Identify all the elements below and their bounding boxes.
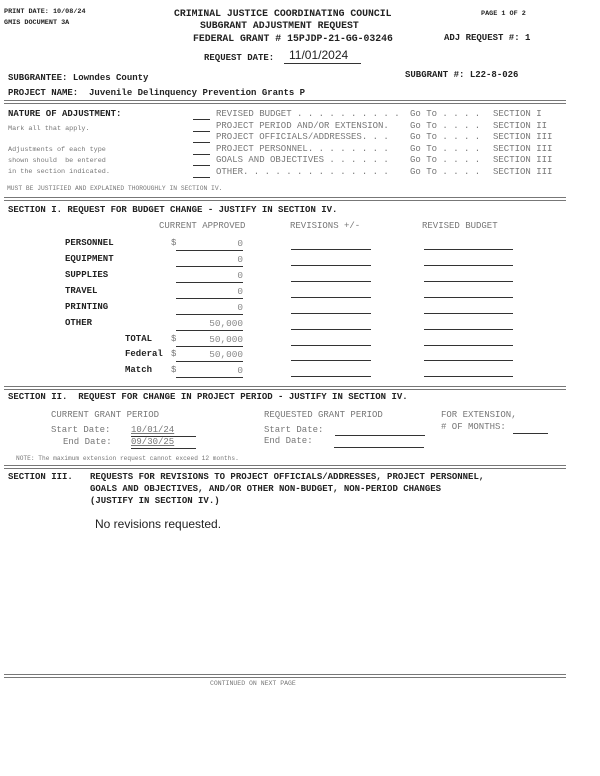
requested-start-date-field[interactable] [335,435,425,436]
project-name-value: Juvenile Delinquency Prevention Grants P [89,88,306,98]
federal-grant [193,34,393,44]
current-approved-value[interactable]: 0 [237,286,243,297]
current-approved-value[interactable]: 50,000 [209,318,243,329]
budget-row-label: TRAVEL [65,286,98,296]
revisions-field[interactable] [291,376,371,377]
revised-budget-field[interactable] [424,265,513,266]
agency-name: CRIMINAL JUSTICE COORDINATING COUNCIL [174,8,392,19]
col-current-approved: CURRENT APPROVED [159,221,246,231]
budget-row-label: OTHER [65,318,93,328]
nature-item-section: SECTION II [493,121,548,131]
checkbox-blank[interactable] [193,165,210,166]
nature-item-goto: Go To . . . . [410,109,481,119]
budget-row-label: TOTAL [125,334,153,344]
revisions-field[interactable] [291,249,371,250]
requested-start-label: Start Date: [264,425,324,435]
nature-item-goto: Go To . . . . [410,167,481,177]
current-approved-underline [176,346,243,347]
justify-note: MUST BE JUSTIFIED AND EXPLAINED THOROUGHLY IN SECTION IV. [7,185,223,192]
nature-item-section: SECTION III [493,155,553,165]
nature-title: NATURE OF ADJUSTMENT: [8,109,122,119]
current-approved-underline [176,361,243,362]
current-approved-value[interactable]: 0 [237,238,243,249]
current-approved-value[interactable]: 0 [237,302,243,313]
currency-symbol: $ [171,238,177,248]
divider [4,100,566,104]
form-title: SUBGRANT ADJUSTMENT REQUEST [200,20,359,31]
nature-item-label: PROJECT OFFICIALS/ADDRESSES. . . [216,132,389,142]
checkbox-blank[interactable] [193,154,210,155]
subgrant-label: SUBGRANT #: [405,70,465,80]
nature-item-goto: Go To . . . . [410,121,481,131]
extension-note: NOTE: The maximum extension request cannot exceed 12 months. [16,455,239,462]
nature-note-line: Adjustments of each type [8,146,106,154]
current-approved-underline [176,250,243,251]
currency-symbol: $ [171,349,177,359]
col-revisions: REVISIONS +/- [290,221,361,231]
print-date: PRINT DATE: 10/08/24 [4,8,86,16]
requested-end-label: End Date: [264,436,313,446]
current-start-label: Start Date: [51,425,111,435]
current-approved-value[interactable]: 0 [237,254,243,265]
request-date-label: REQUEST DATE: [204,53,275,63]
revisions-field[interactable] [291,281,371,282]
current-approved-value[interactable]: 0 [237,365,243,376]
section3-line: (JUSTIFY IN SECTION IV.) [90,496,220,506]
adj-request-number: 1 [525,33,531,43]
nature-item-section: SECTION I [493,109,542,119]
adj-request [444,34,530,43]
nature-note-line: in the section indicated. [8,168,110,176]
divider [4,674,566,678]
revised-budget-field[interactable] [424,360,513,361]
revisions-field[interactable] [291,313,371,314]
revised-budget-field[interactable] [424,281,513,282]
revisions-field[interactable] [291,265,371,266]
section1-title: SECTION I. REQUEST FOR BUDGET CHANGE - JUSTIFY IN SECTION IV. [8,205,338,215]
nature-item-label: PROJECT PERSONNEL. . . . . . . . [216,144,389,154]
subgrantee-label: SUBGRANTEE: [8,73,68,83]
nature-item-section: SECTION III [493,144,553,154]
subgrantee [8,74,148,83]
federal-grant-label: FEDERAL GRANT # [193,33,282,44]
months-label: # OF MONTHS: [441,422,506,432]
requested-period-label: REQUESTED GRANT PERIOD [264,410,383,420]
budget-row-label: SUPPLIES [65,270,109,280]
subgrant-number [405,71,518,80]
revisions-field[interactable] [291,297,371,298]
requested-end-date-field[interactable] [334,447,424,448]
revised-budget-field[interactable] [424,249,513,250]
subgrant-value: L22-8-026 [469,70,519,80]
section3-line: GOALS AND OBJECTIVES, AND/OR OTHER NON-BUDGET, NON-PERIOD CHANGES [90,484,442,494]
budget-row-label: Federal [125,349,163,359]
current-approved-underline [176,314,243,315]
adj-request-label: ADJ REQUEST #: [444,33,520,43]
budget-row-label: EQUIPMENT [65,254,114,264]
current-approved-underline [176,298,243,299]
revised-budget-field[interactable] [424,297,513,298]
current-approved-underline [176,330,243,331]
checkbox-blank[interactable] [193,177,210,178]
nature-item-section: SECTION III [493,132,553,142]
continued-note: CONTINUED ON NEXT PAGE [210,680,296,687]
revisions-field[interactable] [291,345,371,346]
underline [131,448,196,449]
revised-budget-field[interactable] [424,376,513,377]
budget-row-label: PERSONNEL [65,238,114,248]
nature-item-label: GOALS AND OBJECTIVES . . . . . . [216,155,389,165]
request-date[interactable]: 11/01/2024 [289,48,349,62]
budget-row-label: Match [125,365,153,375]
document-id: GMIS DOCUMENT 3A [4,19,70,27]
divider [4,465,566,469]
nature-item-section: SECTION III [493,167,553,177]
revisions-field[interactable] [291,329,371,330]
currency-symbol: $ [171,365,177,375]
revised-budget-field[interactable] [424,345,513,346]
current-approved-underline [176,266,243,267]
current-period-label: CURRENT GRANT PERIOD [51,410,160,420]
nature-item-label: OTHER. . . . . . . . . . . . . . [216,167,389,177]
current-end-label: End Date: [63,437,112,447]
checkbox-blank[interactable] [193,142,210,143]
section3-title: SECTION III. [8,472,73,482]
divider [4,197,566,201]
nature-item-label: PROJECT PERIOD AND/OR EXTENSION. [216,121,389,131]
revised-budget-field[interactable] [424,313,513,314]
revised-budget-field[interactable] [424,329,513,330]
project-name-label: PROJECT NAME: [8,88,79,98]
request-date-underline [284,63,361,64]
nature-note: Mark all that apply. [8,125,90,133]
current-approved-value[interactable]: 50,000 [209,349,243,360]
federal-grant-number: 15PJDP-21-GG-03246 [287,33,393,44]
section2-title: SECTION II. REQUEST FOR CHANGE IN PROJECT PERIOD - JUSTIFY IN SECTION IV. [8,392,408,402]
current-approved-value[interactable]: 50,000 [209,334,243,345]
current-approved-underline [176,282,243,283]
subgrantee-value: Lowndes County [72,73,149,83]
project-name [8,89,305,98]
nature-item-goto: Go To . . . . [410,155,481,165]
page-number: PAGE 1 OF 2 [481,10,526,18]
revisions-field[interactable] [291,360,371,361]
nature-item-goto: Go To . . . . [410,144,481,154]
current-start-date[interactable]: 10/01/24 [131,425,175,435]
nature-item-goto: Go To . . . . [410,132,481,142]
checkbox-blank[interactable] [193,119,210,120]
nature-item-label: REVISED BUDGET . . . . . . . . . . [216,109,400,119]
col-revised-budget: REVISED BUDGET [422,221,498,231]
extension-label: FOR EXTENSION, [441,410,517,420]
section3-line: REQUESTS FOR REVISIONS TO PROJECT OFFICIALS/ADDRESSES, PROJECT PERSONNEL, [90,472,485,482]
section3-response[interactable]: No revisions requested. [95,517,222,531]
checkbox-blank[interactable] [193,131,210,132]
months-field[interactable] [513,433,548,434]
divider [4,386,566,390]
current-approved-underline [176,377,243,378]
current-approved-value[interactable]: 0 [237,270,243,281]
currency-symbol: $ [171,334,177,344]
budget-row-label: PRINTING [65,302,109,312]
current-end-date[interactable]: 09/30/25 [131,437,175,447]
nature-note-line: shown should be entered [8,157,106,165]
